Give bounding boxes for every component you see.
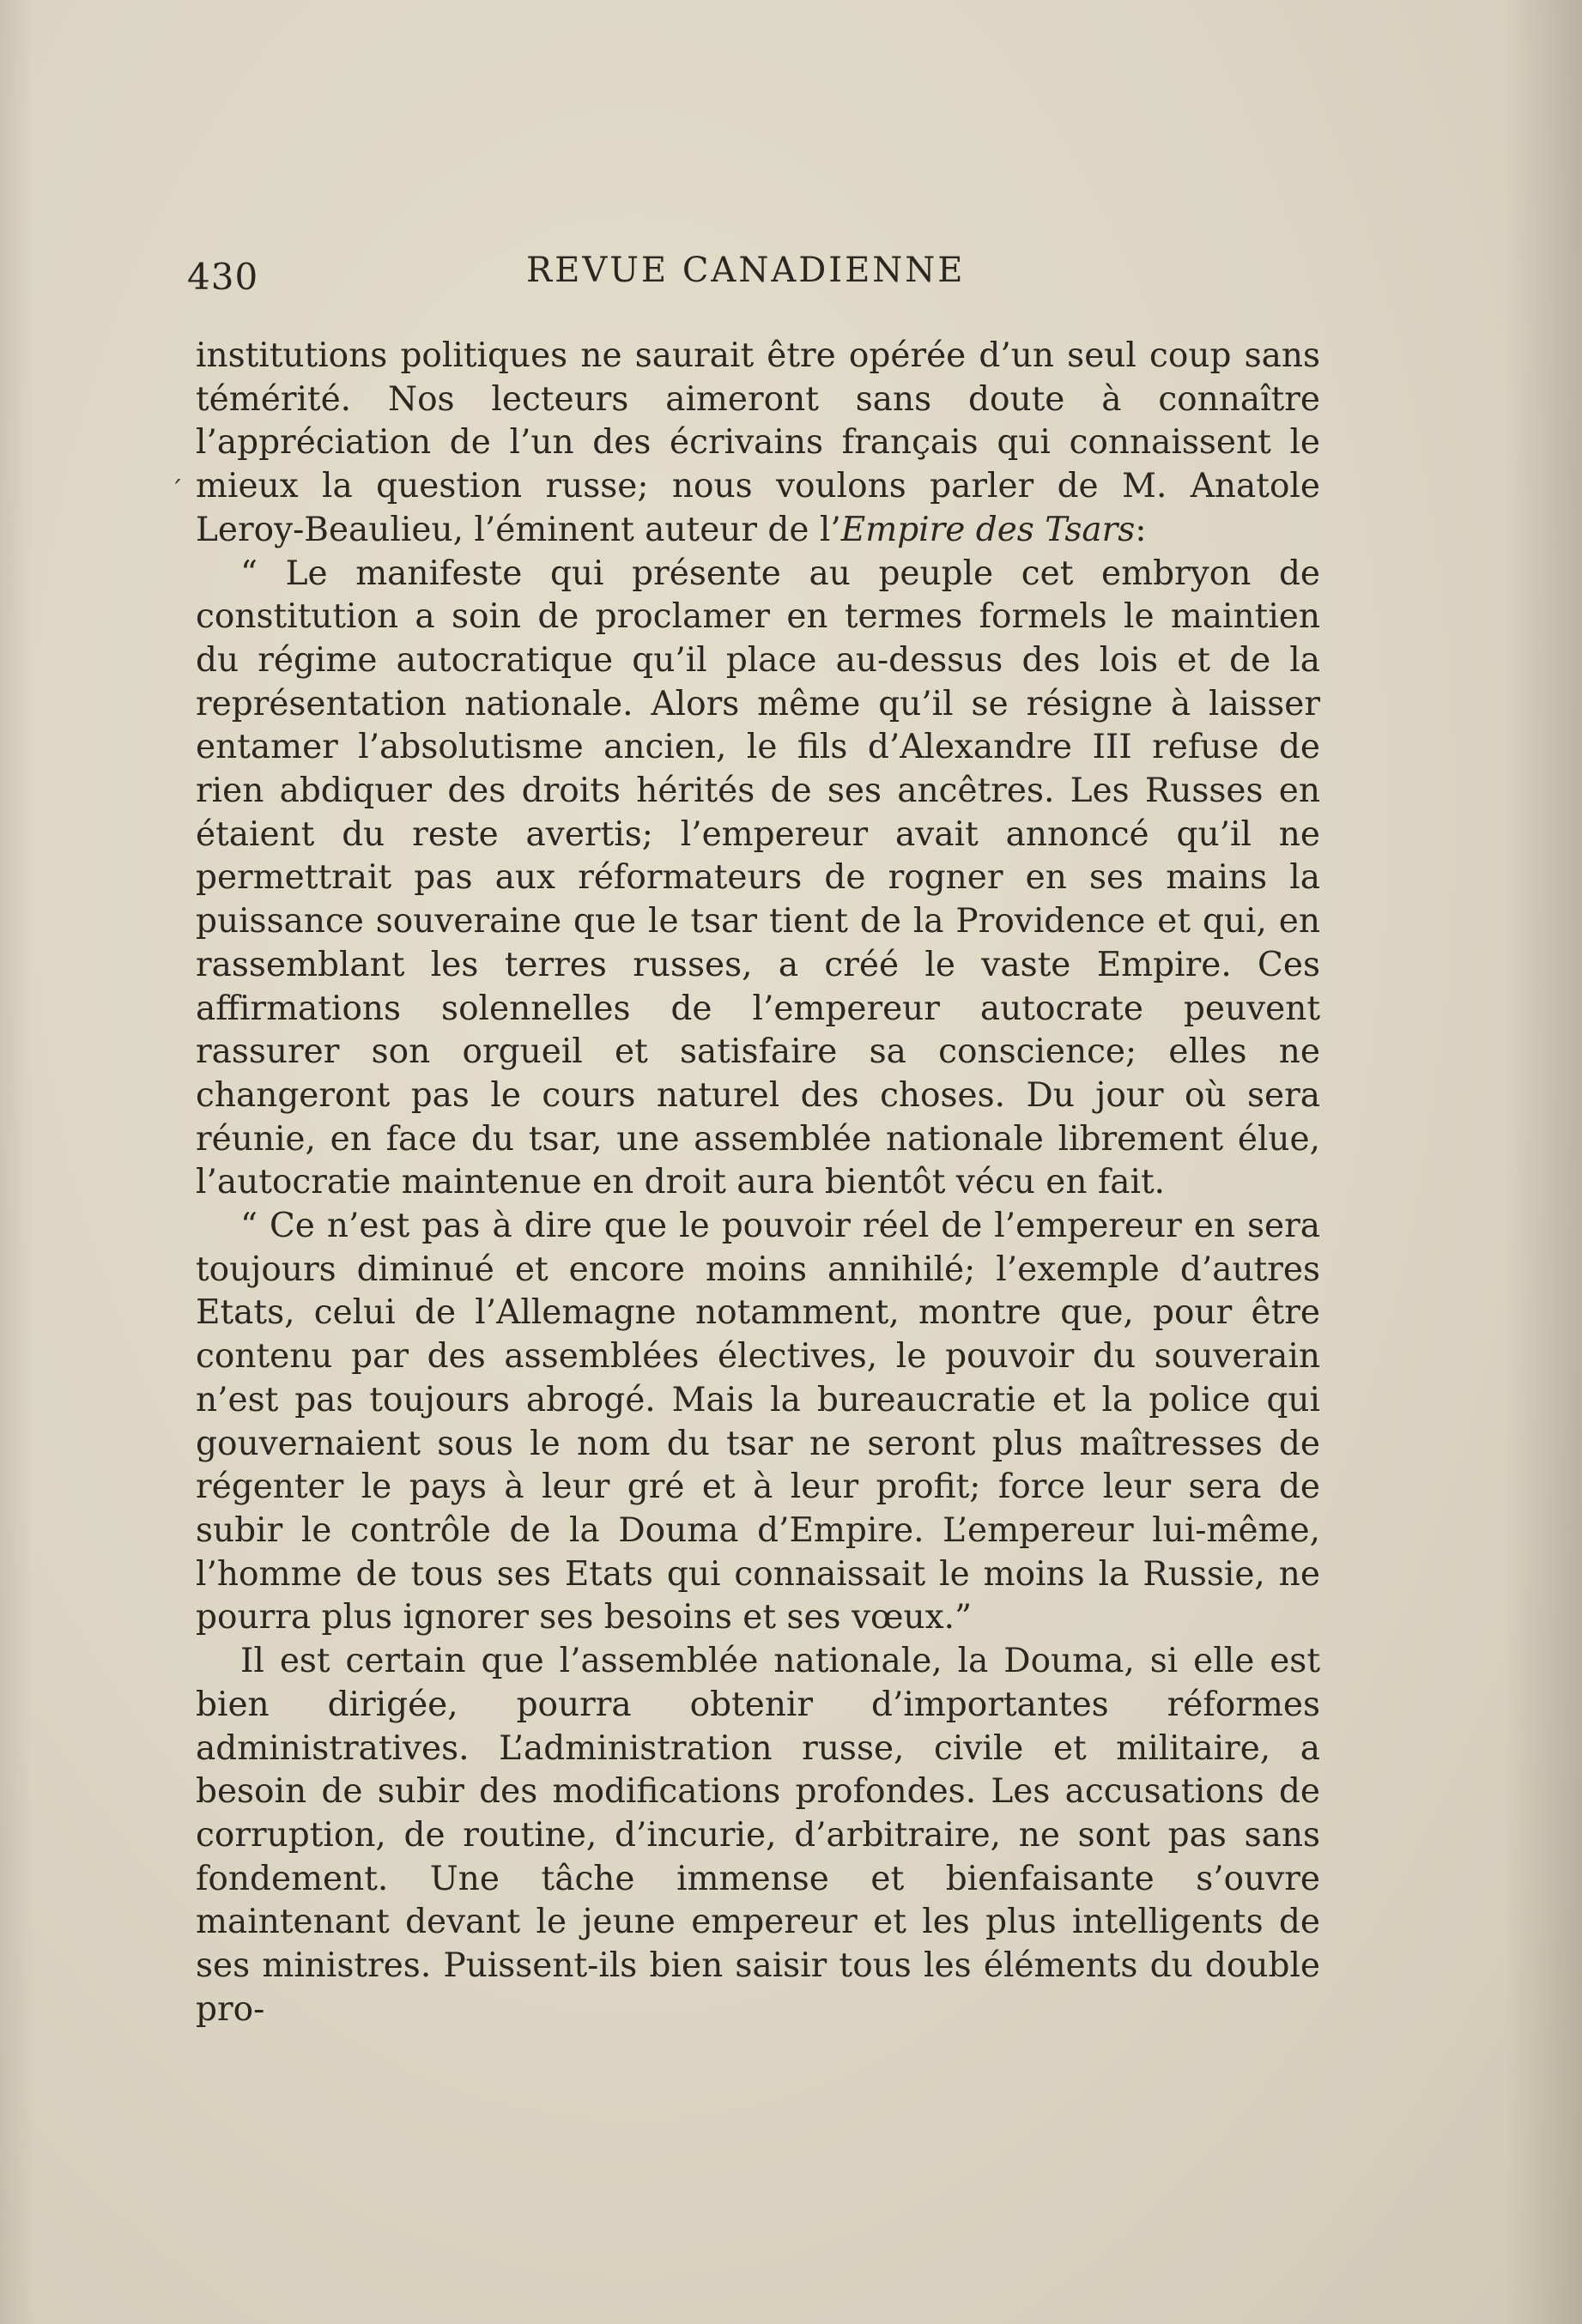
page-edge-shadow [1505, 0, 1582, 2324]
margin-mark: ´ [170, 476, 183, 506]
running-head: REVUE CANADIENNE [526, 251, 966, 290]
binding-shadow [0, 0, 34, 2324]
paragraph-3: “ Ce n’est pas à dire que le pouvoir réel de l’empereur en sera toujours diminué et encore moins annihilé; l’exemple d’autres Etats, celui de l’Allemagne notamment, montre que, pour être contenu par des assemblées électives, le pouvoir du souverain n’est pas toujours abrogé. Mais la bureaucratie et la police qui gouvernaient sous le nom du tsar ne seront plus maîtresses de régenter le pays à leur gré et à leur profit; force leur sera de subir le contrôle de la Douma d’Empire. L’empereur lui-même, l’homme de tous ses Etats qui connaissait le moins la Russie, ne pourra plus ignorer ses besoins et ses vœux.” [196, 1207, 1320, 1637]
page-header [187, 249, 1329, 300]
paragraph-1-text: institutions politiques ne saurait être opérée d’un seul coup sans témérité. Nos lecteurs aimeront sans doute à connaître l’appréciation de l’un des écrivains français qui connaissent le mieux la question russe; nous voulons parler de M. Anatole Leroy-Beaulieu, l’éminent auteur de l’ [196, 336, 1320, 549]
paragraph-4: Il est certain que l’assemblée nationale, la Douma, si elle est bien dirigée, pourra obtenir d’importantes réformes administratives. L’administration russe, civile et militaire, a besoin de subir des modifications profondes. Les accusations de corruption, de routine, d’incurie, d’arbitraire, ne sont pas sans fondement. Une tâche immense et bienfaisante s’ouvre maintenant devant le jeune empereur et les plus intelligents de ses ministres. Puissent-ils bien saisir tous les éléments du double pro- [196, 1642, 1320, 2029]
page-number: 430 [187, 256, 259, 298]
paragraph-2: “ Le manifeste qui présente au peuple cet embryon de constitution a soin de proclamer en termes formels le maintien du régime autocratique qu’il place au-dessus des lois et de la représentation nationale. Alors même qu’il se résigne à laisser entamer l’absolutisme ancien, le fils d’Alexandre III refuse de rien abdiquer des droits hérités de ses ancêtres. Les Russes en étaient du reste avertis; l’empereur avait annoncé qu’il ne permettrait pas aux réformateurs de rogner en ses mains la puissance souveraine que le tsar tient de la Providence et qui, en rassemblant les terres russes, a créé le vaste Empire. Ces affirmations solennelles de l’empereur autocrate peuvent rassurer son orgueil et satisfaire sa conscience; elles ne changeront pas le cours naturel des choses. Du jour où sera réunie, en face du tsar, une assemblée nationale librement élue, l’autocratie maintenue en droit aura bientôt vécu en fait. [196, 554, 1320, 1202]
paragraph-1 [196, 335, 1320, 553]
body-text [196, 335, 1320, 2031]
book-title: Empire des Tsars [840, 510, 1136, 549]
paragraph-1-end: : [1135, 510, 1147, 549]
